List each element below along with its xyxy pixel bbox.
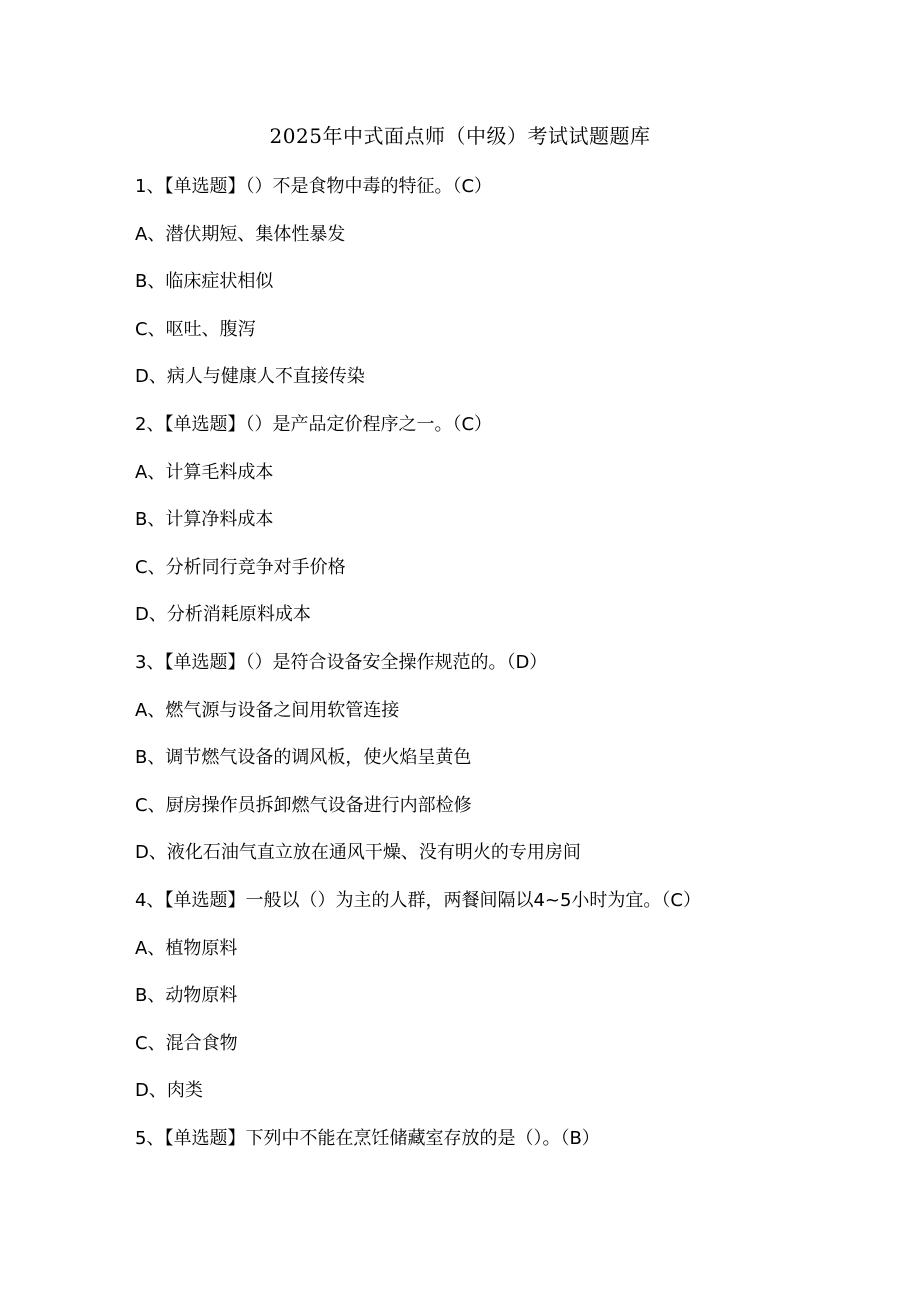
question-5-stem: 5、【单选题】下列中不能在烹饪储藏室存放的是（）。（B） <box>135 1127 600 1149</box>
question-1-stem: 1、【单选题】（）不是食物中毒的特征。（C） <box>135 176 493 197</box>
question-2-stem: 2、【单选题】（）是产品定价程序之一。（C） <box>135 413 493 435</box>
question-3-option-a: A、燃气源与设备之间用软管连接 <box>135 699 400 721</box>
question-1-option-b: B、临床症状相似 <box>135 271 274 293</box>
question-4-stem: 4、【单选题】一般以（）为主的人群，两餐间隔以4~5小时为宜。（C） <box>135 889 702 911</box>
question-4-option-a: A、植物原料 <box>135 937 238 959</box>
question-2-option-d: D、分析消耗原料成本 <box>135 604 311 626</box>
question-1-option-d: D、病人与健康人不直接传染 <box>135 366 365 388</box>
question-3-option-c: C、厨房操作员拆卸燃气设备进行内部检修 <box>135 794 472 816</box>
question-3-option-b: B、调节燃气设备的调风板，使火焰呈黄色 <box>135 747 472 769</box>
question-2-option-c: C、分析同行竞争对手价格 <box>135 556 346 578</box>
document-title: 2025年中式面点师（中级）考试试题题库 <box>269 124 651 148</box>
question-4-option-c: C、混合食物 <box>135 1032 238 1054</box>
question-2-option-a: A、计算毛料成本 <box>135 461 274 483</box>
question-2-option-b: B、计算净料成本 <box>135 509 274 531</box>
question-4-option-d: D、肉类 <box>135 1080 203 1102</box>
question-1-option-c: C、呕吐、腹泻 <box>135 318 256 340</box>
question-1-option-a: A、潜伏期短、集体性暴发 <box>135 223 346 245</box>
question-3-option-d: D、液化石油气直立放在通风干燥、没有明火的专用房间 <box>135 842 581 864</box>
question-4-option-b: B、动物原料 <box>135 985 238 1007</box>
question-list <box>135 172 875 1171</box>
question-3-stem: 3、【单选题】（）是符合设备安全操作规范的。（D） <box>135 651 548 673</box>
